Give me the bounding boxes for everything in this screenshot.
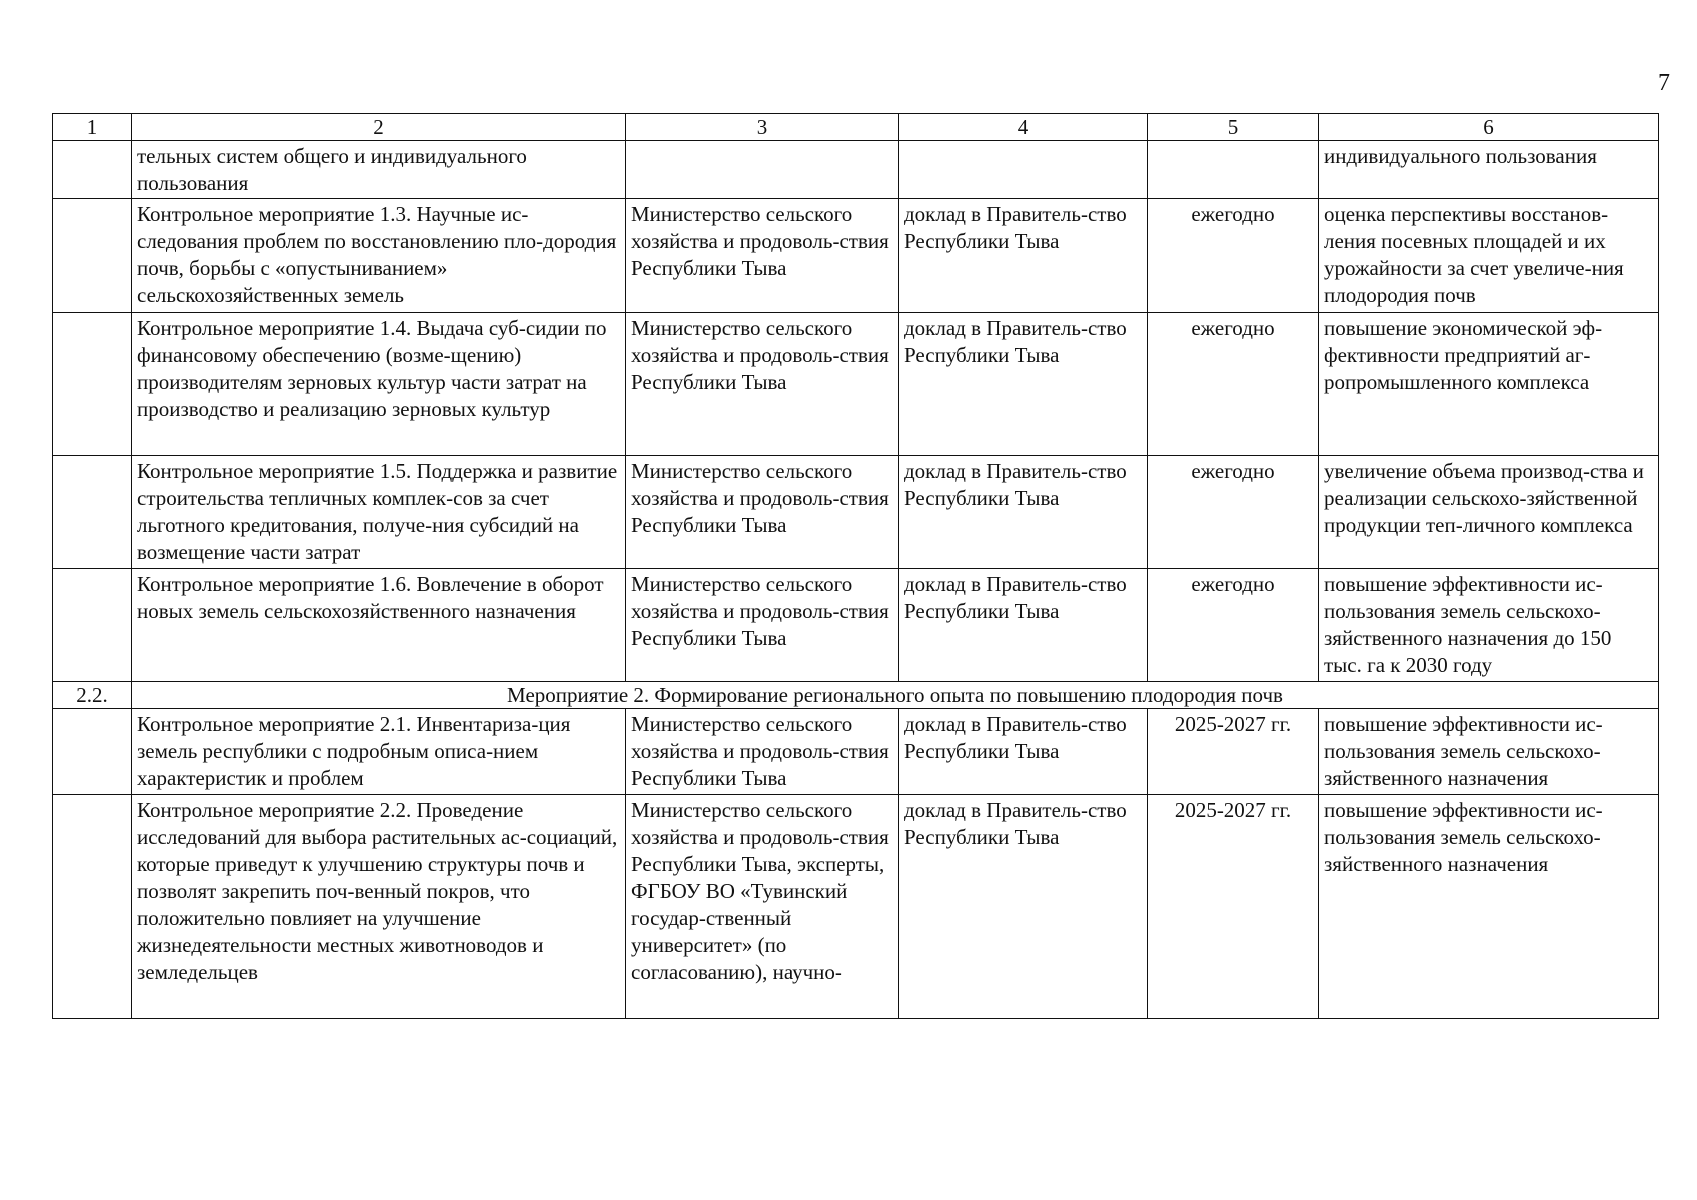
report-cell <box>899 141 1148 199</box>
result-cell: индивидуального пользования <box>1319 141 1659 199</box>
event-cell: тельных систем общего и индивидуального пользования <box>132 141 626 199</box>
page-number: 7 <box>1658 70 1670 96</box>
event-cell: Контрольное мероприятие 1.6. Вовлечение в оборот новых земель сельскохозяйственного назначения <box>132 569 626 682</box>
table-row <box>53 313 1659 456</box>
report-cell: доклад в Правитель-ство Республики Тыва <box>899 709 1148 795</box>
column-number: 3 <box>626 114 899 141</box>
event-cell: Контрольное мероприятие 1.5. Поддержка и развитие строительства тепличных комплек-сов за счет льготного кредитования, получе-ния субсидий на возмещение части затрат <box>132 456 626 569</box>
column-numbers-row <box>53 114 1659 141</box>
executor-cell: Министерство сельского хозяйства и продоволь-ствия Республики Тыва <box>626 709 899 795</box>
row-number <box>53 795 132 1019</box>
table-row <box>53 456 1659 569</box>
result-cell: оценка перспективы восстанов-ления посевных площадей и их урожайности за счет увеличе-ния плодородия почв <box>1319 199 1659 313</box>
executor-cell: Министерство сельского хозяйства и продоволь-ствия Республики Тыва <box>626 569 899 682</box>
section-row <box>53 682 1659 709</box>
term-cell: 2025-2027 гг. <box>1148 709 1319 795</box>
column-number: 1 <box>53 114 132 141</box>
section-number: 2.2. <box>53 682 132 709</box>
column-number: 6 <box>1319 114 1659 141</box>
result-cell: увеличение объема производ-ства и реализации сельскохо-зяйственной продукции теп-личного комплекса <box>1319 456 1659 569</box>
term-cell <box>1148 141 1319 199</box>
row-number <box>53 709 132 795</box>
executor-cell: Министерство сельского хозяйства и продоволь-ствия Республики Тыва <box>626 313 899 456</box>
report-cell: доклад в Правитель-ство Республики Тыва <box>899 569 1148 682</box>
section-title: Мероприятие 2. Формирование регионального опыта по повышению плодородия почв <box>132 682 1659 709</box>
row-number <box>53 313 132 456</box>
executor-cell: Министерство сельского хозяйства и продоволь-ствия Республики Тыва <box>626 456 899 569</box>
event-cell: Контрольное мероприятие 1.4. Выдача суб-сидии по финансовому обеспечению (возме-щению) производителям зерновых культур части затрат на производство и реализацию зерновых культур <box>132 313 626 456</box>
event-cell: Контрольное мероприятие 1.3. Научные ис-следования проблем по восстановлению пло-дородия почв, борьбы с «опустыниванием» сельскохозяйственных земель <box>132 199 626 313</box>
row-number <box>53 456 132 569</box>
result-cell: повышение экономической эф-фективности предприятий аг-ропромышленного комплекса <box>1319 313 1659 456</box>
column-number: 5 <box>1148 114 1319 141</box>
table-row <box>53 141 1659 199</box>
events-table <box>52 113 1659 1019</box>
column-number: 2 <box>132 114 626 141</box>
result-cell: повышение эффективности ис-пользования земель сельскохо-зяйственного назначения до 150 тыс. га к 2030 году <box>1319 569 1659 682</box>
term-cell: ежегодно <box>1148 313 1319 456</box>
term-cell: ежегодно <box>1148 569 1319 682</box>
result-cell: повышение эффективности ис-пользования земель сельскохо-зяйственного назначения <box>1319 795 1659 1019</box>
report-cell: доклад в Правитель-ство Республики Тыва <box>899 795 1148 1019</box>
row-number <box>53 569 132 682</box>
column-number: 4 <box>899 114 1148 141</box>
row-number <box>53 141 132 199</box>
row-number <box>53 199 132 313</box>
term-cell: ежегодно <box>1148 199 1319 313</box>
table-row <box>53 795 1659 1019</box>
event-cell: Контрольное мероприятие 2.1. Инвентариза-ция земель республики с подробным описа-нием характеристик и проблем <box>132 709 626 795</box>
table-row <box>53 569 1659 682</box>
report-cell: доклад в Правитель-ство Республики Тыва <box>899 456 1148 569</box>
result-cell: повышение эффективности ис-пользования земель сельскохо-зяйственного назначения <box>1319 709 1659 795</box>
executor-cell: Министерство сельского хозяйства и продоволь-ствия Республики Тыва, эксперты, ФГБОУ ВО «Тувинский государ-ственный университет» (по согласованию), научно- <box>626 795 899 1019</box>
executor-cell <box>626 141 899 199</box>
executor-cell: Министерство сельского хозяйства и продоволь-ствия Республики Тыва <box>626 199 899 313</box>
event-cell: Контрольное мероприятие 2.2. Проведение исследований для выбора растительных ас-социаций, которые приведут к улучшению структуры почв и позволят закрепить поч-венный покров, что положительно повлияет на улучшение жизнедеятельности местных животноводов и земледельцев <box>132 795 626 1019</box>
table-row <box>53 199 1659 313</box>
term-cell: ежегодно <box>1148 456 1319 569</box>
table-row <box>53 709 1659 795</box>
report-cell: доклад в Правитель-ство Республики Тыва <box>899 199 1148 313</box>
term-cell: 2025-2027 гг. <box>1148 795 1319 1019</box>
report-cell: доклад в Правитель-ство Республики Тыва <box>899 313 1148 456</box>
